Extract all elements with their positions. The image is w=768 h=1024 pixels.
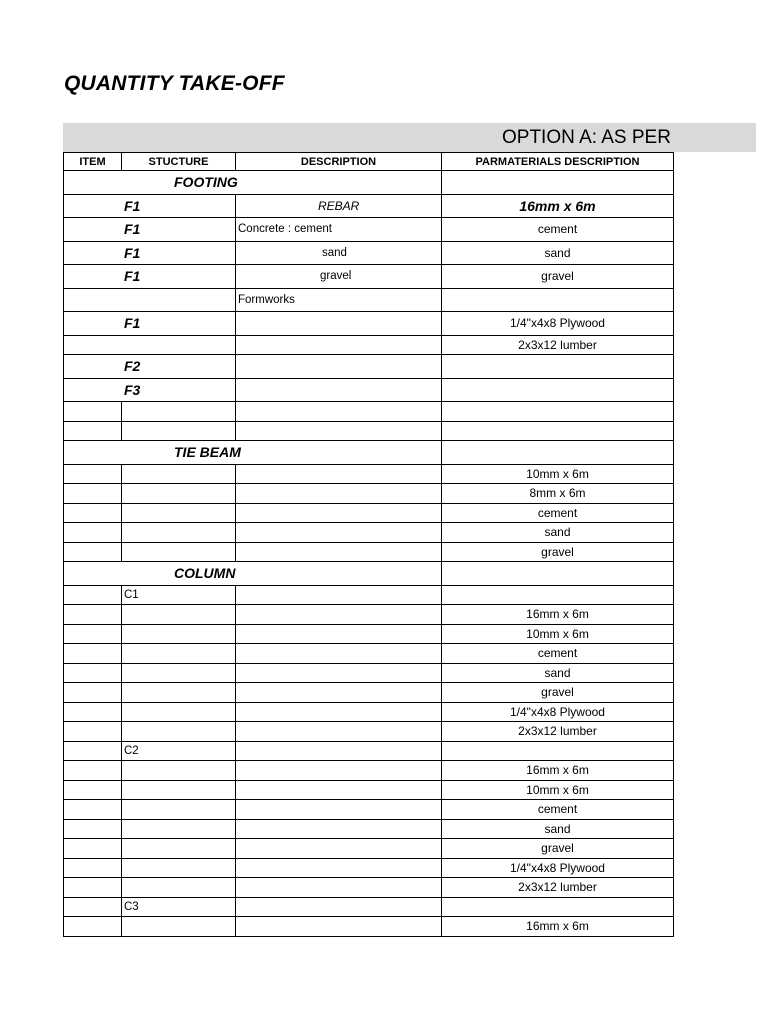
table-row — [64, 683, 674, 703]
structure-label: F1 — [64, 241, 236, 265]
description-cell — [236, 355, 442, 379]
structure-label — [64, 335, 236, 355]
description-cell — [236, 312, 442, 336]
material-cell: 1/4"x4x8 Plywood — [442, 312, 674, 336]
material-cell: gravel — [442, 542, 674, 562]
material-cell: 10mm x 6m — [442, 464, 674, 484]
table-row — [64, 218, 674, 242]
column-group-label: C2 — [122, 741, 236, 761]
header-row — [64, 153, 674, 171]
table-row — [64, 858, 674, 878]
material-cell: 2x3x12 lumber — [442, 878, 674, 898]
section-title: FOOTING — [64, 171, 442, 195]
option-label: OPTION A: AS PER — [502, 127, 671, 148]
structure-label: F1 — [64, 218, 236, 242]
structure-label: F1 — [64, 312, 236, 336]
section-title: COLUMN — [64, 562, 442, 586]
material-cell: cement — [442, 644, 674, 664]
page-title: QUANTITY TAKE-OFF — [64, 72, 285, 95]
material-cell: sand — [442, 819, 674, 839]
column-group-label: C1 — [122, 585, 236, 605]
table-row — [64, 421, 674, 441]
material-cell — [442, 355, 674, 379]
description-cell: gravel — [236, 265, 442, 289]
structure-label: F1 — [64, 194, 236, 218]
material-cell: sand — [442, 523, 674, 543]
table-row — [64, 402, 674, 422]
table-row — [64, 819, 674, 839]
material-cell: 10mm x 6m — [442, 780, 674, 800]
table-row — [64, 288, 674, 312]
material-cell — [442, 378, 674, 402]
col-structure-header: STUCTURE — [122, 153, 236, 171]
material-cell: gravel — [442, 683, 674, 703]
table-row — [64, 194, 674, 218]
table-row — [64, 839, 674, 859]
material-cell: 8mm x 6m — [442, 484, 674, 504]
col-description-header: DESCRIPTION — [236, 153, 442, 171]
column-group-label: C3 — [122, 897, 236, 917]
table-row — [64, 702, 674, 722]
section-row-column — [64, 562, 674, 586]
material-cell: sand — [442, 663, 674, 683]
table-row — [64, 917, 674, 937]
material-cell: 10mm x 6m — [442, 624, 674, 644]
table-row — [64, 624, 674, 644]
table-row — [64, 663, 674, 683]
table-row — [64, 484, 674, 504]
structure-label: F2 — [64, 355, 236, 379]
table-row — [64, 800, 674, 820]
table-row — [64, 312, 674, 336]
table-row — [64, 241, 674, 265]
table-cell — [442, 441, 674, 465]
material-cell: gravel — [442, 839, 674, 859]
material-cell: 16mm x 6m — [442, 605, 674, 625]
table-row — [64, 523, 674, 543]
table-row — [64, 503, 674, 523]
table-row — [64, 741, 674, 761]
col-item-header: ITEM — [64, 153, 122, 171]
quantity-table — [63, 152, 674, 937]
table-row — [64, 265, 674, 289]
section-title: TIE BEAM — [64, 441, 442, 465]
material-cell — [442, 288, 674, 312]
material-cell: cement — [442, 800, 674, 820]
table-row — [64, 761, 674, 781]
table-row — [64, 644, 674, 664]
description-cell: sand — [236, 241, 442, 265]
table-row — [64, 585, 674, 605]
description-cell: Formworks — [236, 288, 442, 312]
material-cell: 16mm x 6m — [442, 917, 674, 937]
table-row — [64, 722, 674, 742]
section-row-tie-beam — [64, 441, 674, 465]
section-row-footing — [64, 171, 674, 195]
material-cell: 16mm x 6m — [442, 761, 674, 781]
table-row — [64, 878, 674, 898]
col-material-header: PARMATERIALS DESCRIPTION — [442, 153, 674, 171]
table-row — [64, 378, 674, 402]
table-row — [64, 780, 674, 800]
material-cell: cement — [442, 503, 674, 523]
material-cell: 2x3x12 lumber — [442, 722, 674, 742]
material-cell: sand — [442, 241, 674, 265]
description-cell: Concrete : cement — [236, 218, 442, 242]
material-cell: gravel — [442, 265, 674, 289]
table-cell — [442, 171, 674, 195]
material-cell: 2x3x12 lumber — [442, 335, 674, 355]
description-cell — [236, 378, 442, 402]
table-row — [64, 605, 674, 625]
description-cell: REBAR — [236, 194, 442, 218]
table-row — [64, 542, 674, 562]
table-row — [64, 335, 674, 355]
material-cell: 1/4"x4x8 Plywood — [442, 702, 674, 722]
table-row — [64, 464, 674, 484]
description-cell — [236, 335, 442, 355]
structure-label: F1 — [64, 265, 236, 289]
material-cell: cement — [442, 218, 674, 242]
structure-label — [64, 288, 236, 312]
table-cell — [442, 562, 674, 586]
table-row — [64, 897, 674, 917]
structure-label: F3 — [64, 378, 236, 402]
table-row — [64, 355, 674, 379]
material-cell: 16mm x 6m — [442, 194, 674, 218]
material-cell: 1/4"x4x8 Plywood — [442, 858, 674, 878]
